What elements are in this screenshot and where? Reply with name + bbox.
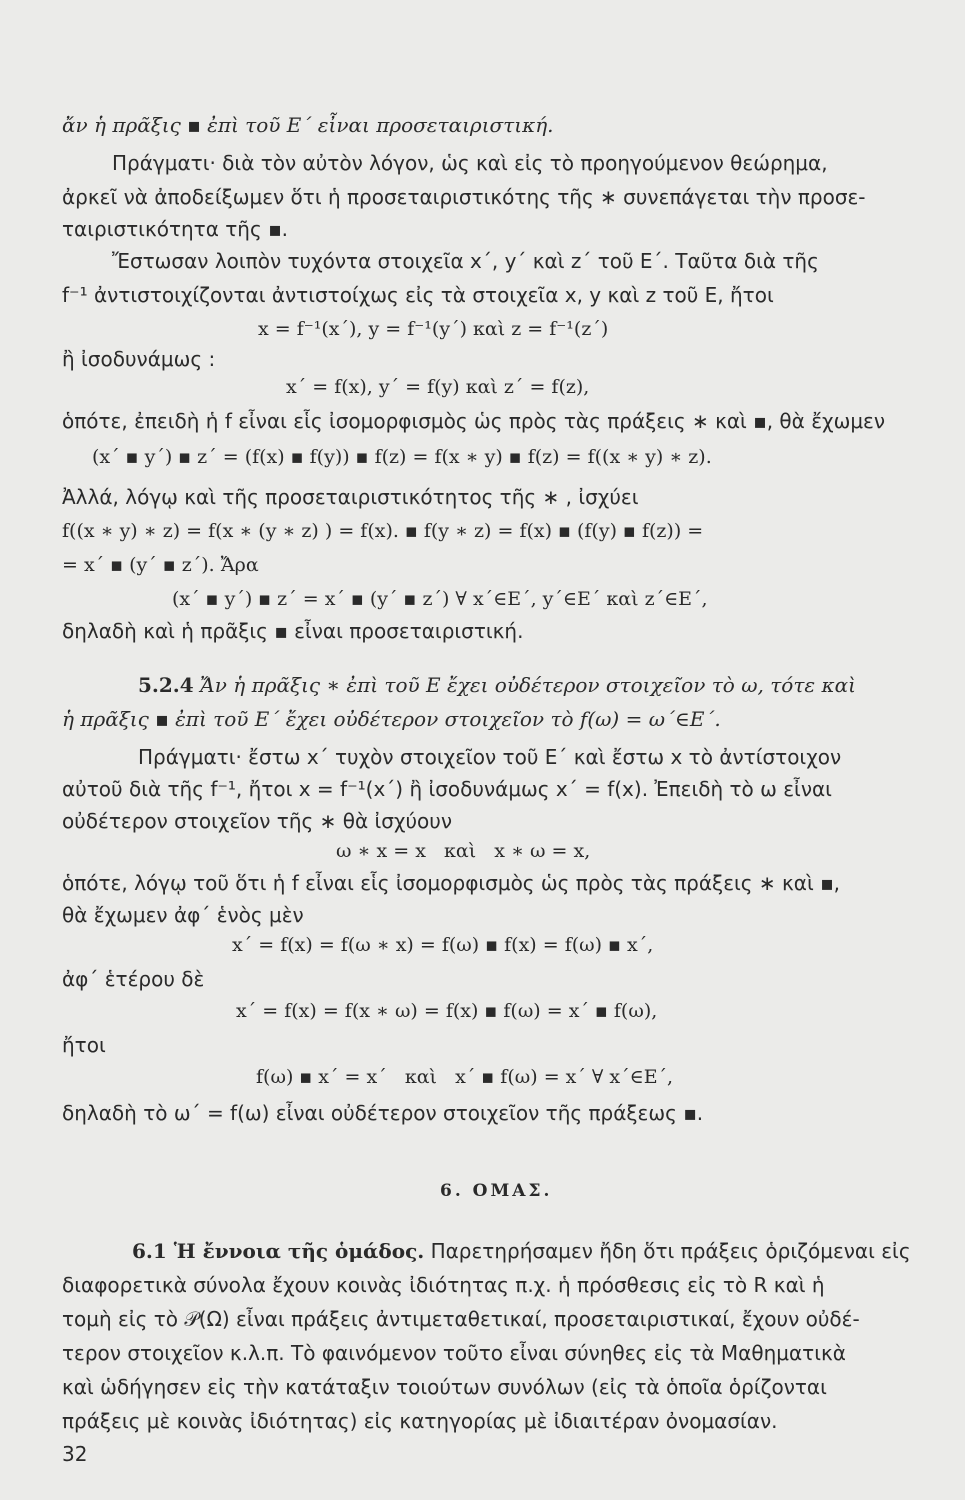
text-line: ἀφ΄ ἑτέρου δὲ [62, 967, 205, 991]
equation: x΄ = f(x), y΄ = f(y) καὶ z΄ = f(z), [286, 376, 590, 398]
text-line: Ἔστωσαν λοιπὸν τυχόντα στοιχεῖα x΄, y΄ καὶ z΄ τοῦ Ε΄. Ταῦτα διὰ τῆς [112, 249, 819, 273]
text-line: Πράγματι· διὰ τὸν αὐτὸν λόγον, ὡς καὶ εἰς τὸ προηγούμενον θεώρημα, [112, 151, 828, 175]
text-line: δηλαδὴ καὶ ἡ πρᾶξις ▪ εἶναι προσεταιριστική. [62, 619, 524, 643]
text-line: Ἀλλά, λόγῳ καὶ τῆς προσεταιριστικότητος τῆς ∗ , ἰσχύει [62, 485, 639, 509]
equation: x΄ = f(x) = f(x ∗ ω) = f(x) ▪ f(ω) = x΄ ▪ f(ω), [236, 1000, 658, 1022]
text-line: ὁπότε, λόγῳ τοῦ ὅτι ἡ f εἶναι εἷς ἰσομορφισμὸς ὡς πρὸς τὰς πράξεις ∗ καὶ ▪, [62, 871, 840, 895]
text-line: αὐτοῦ διὰ τῆς f⁻¹, ἤτοι x = f⁻¹(x΄) ἢ ἰσοδυνάμως x΄ = f(x). Ἐπειδὴ τὸ ω εἶναι [62, 777, 832, 801]
text-line: θὰ ἔχωμεν ἀφ΄ ἑνὸς μὲν [62, 903, 304, 927]
equation: ω ∗ x = x καὶ x ∗ ω = x, [336, 840, 591, 862]
equation: f((x ∗ y) ∗ z) = f(x ∗ (y ∗ z) ) = f(x). ▪ f(y ∗ z) = f(x) ▪ (f(y) ▪ f(z)) = [62, 520, 704, 542]
text-line: ἀρκεῖ νὰ ἀποδείξωμεν ὅτι ἡ προσεταιριστικότης τῆς ∗ συνεπάγεται τὴν προσε- [62, 185, 866, 209]
section-heading: 6. ΟΜΑΣ. [440, 1181, 553, 1201]
text-line: τερον στοιχεῖον κ.λ.π. Τὸ φαινόμενον τοῦτο εἶναι σύνηθες εἰς τὰ Μαθηματικὰ [62, 1341, 846, 1365]
text-line: διαφορετικὰ σύνολα ἔχουν κοινὰς ἰδιότητας π.χ. ἡ πρόσθεσις εἰς τὸ R καὶ ἡ [62, 1273, 825, 1297]
text-line: ἢ ἰσοδυνάμως : [62, 347, 216, 371]
text-line: Πράγματι· ἔστω x΄ τυχὸν στοιχεῖον τοῦ Ε΄ καὶ ἔστω x τὸ ἀντίστοιχον [138, 745, 842, 769]
page-number: 32 [62, 1442, 88, 1466]
text-line: ἄν ἡ πρᾶξις ▪ ἐπὶ τοῦ Ε΄ εἶναι προσεταιριστική. [62, 113, 554, 137]
text-line: ἤτοι [62, 1033, 106, 1057]
theorem-number: 5.2.4 [138, 673, 194, 697]
text-line: δηλαδὴ τὸ ω΄ = f(ω) εἶναι οὐδέτερον στοιχεῖον τῆς πράξεως ▪. [62, 1101, 704, 1125]
subsection-line [132, 1238, 911, 1264]
equation: (x΄ ▪ y΄) ▪ z΄ = x΄ ▪ (y΄ ▪ z΄) ∀ x΄∈Ε΄, y΄∈Ε΄ καὶ z΄∈Ε΄, [172, 588, 708, 610]
text-line: οὐδέτερον στοιχεῖον τῆς ∗ θὰ ἰσχύουν [62, 809, 453, 833]
equation: = x΄ ▪ (y΄ ▪ z΄). Ἄρα [62, 554, 259, 576]
text-line: καὶ ὡδήγησεν εἰς τὴν κατάταξιν τοιούτων συνόλων (εἰς τὰ ὁποῖα ὁρίζονται [62, 1375, 827, 1399]
theorem-text: ἡ πρᾶξις ▪ ἐπὶ τοῦ Ε΄ ἔχει οὐδέτερον στοιχεῖον τὸ f(ω) = ω΄∈Ε΄. [62, 707, 721, 731]
text-line: τομὴ εἰς τὸ 𝒫(Ω) εἶναι πράξεις ἀντιμεταθετικαί, προσεταιριστικαί, ἔχουν οὐδέ- [62, 1307, 860, 1331]
subsection-title: 6.1 Ἡ ἔννοια τῆς ὁμάδος. [132, 1239, 425, 1263]
text-line: ὁπότε, ἐπειδὴ ἡ f εἶναι εἷς ἰσομορφισμὸς ὡς πρὸς τὰς πράξεις ∗ καὶ ▪, θὰ ἔχωμεν [62, 409, 886, 433]
text-line: Παρετηρήσαμεν ἤδη ὅτι πράξεις ὁριζόμεναι εἰς [430, 1239, 911, 1263]
equation: x = f⁻¹(x΄), y = f⁻¹(y΄) καὶ z = f⁻¹(z΄) [258, 318, 609, 340]
equation: (x΄ ▪ y΄) ▪ z΄ = (f(x) ▪ f(y)) ▪ f(z) = f(x ∗ y) ▪ f(z) = f((x ∗ y) ∗ z). [92, 446, 712, 468]
equation: f(ω) ▪ x΄ = x΄ καὶ x΄ ▪ f(ω) = x΄ ∀ x΄∈Ε΄, [256, 1066, 674, 1088]
text-line: f⁻¹ ἀντιστοιχίζονται ἀντιστοίχως εἰς τὰ στοιχεῖα x, y καὶ z τοῦ Ε, ἤτοι [62, 283, 774, 307]
text-line: πράξεις μὲ κοινὰς ἰδιότητας) εἰς κατηγορίας μὲ ἰδιαιτέραν ὀνομασίαν. [62, 1409, 778, 1433]
text-line: ταιριστικότητα τῆς ▪. [62, 217, 288, 241]
theorem-statement [138, 672, 856, 698]
equation: x΄ = f(x) = f(ω ∗ x) = f(ω) ▪ f(x) = f(ω) ▪ x΄, [232, 934, 654, 956]
theorem-text: Ἄν ἡ πρᾶξις ∗ ἐπὶ τοῦ Ε ἔχει οὐδέτερον στοιχεῖον τὸ ω, τότε καὶ [200, 673, 856, 697]
